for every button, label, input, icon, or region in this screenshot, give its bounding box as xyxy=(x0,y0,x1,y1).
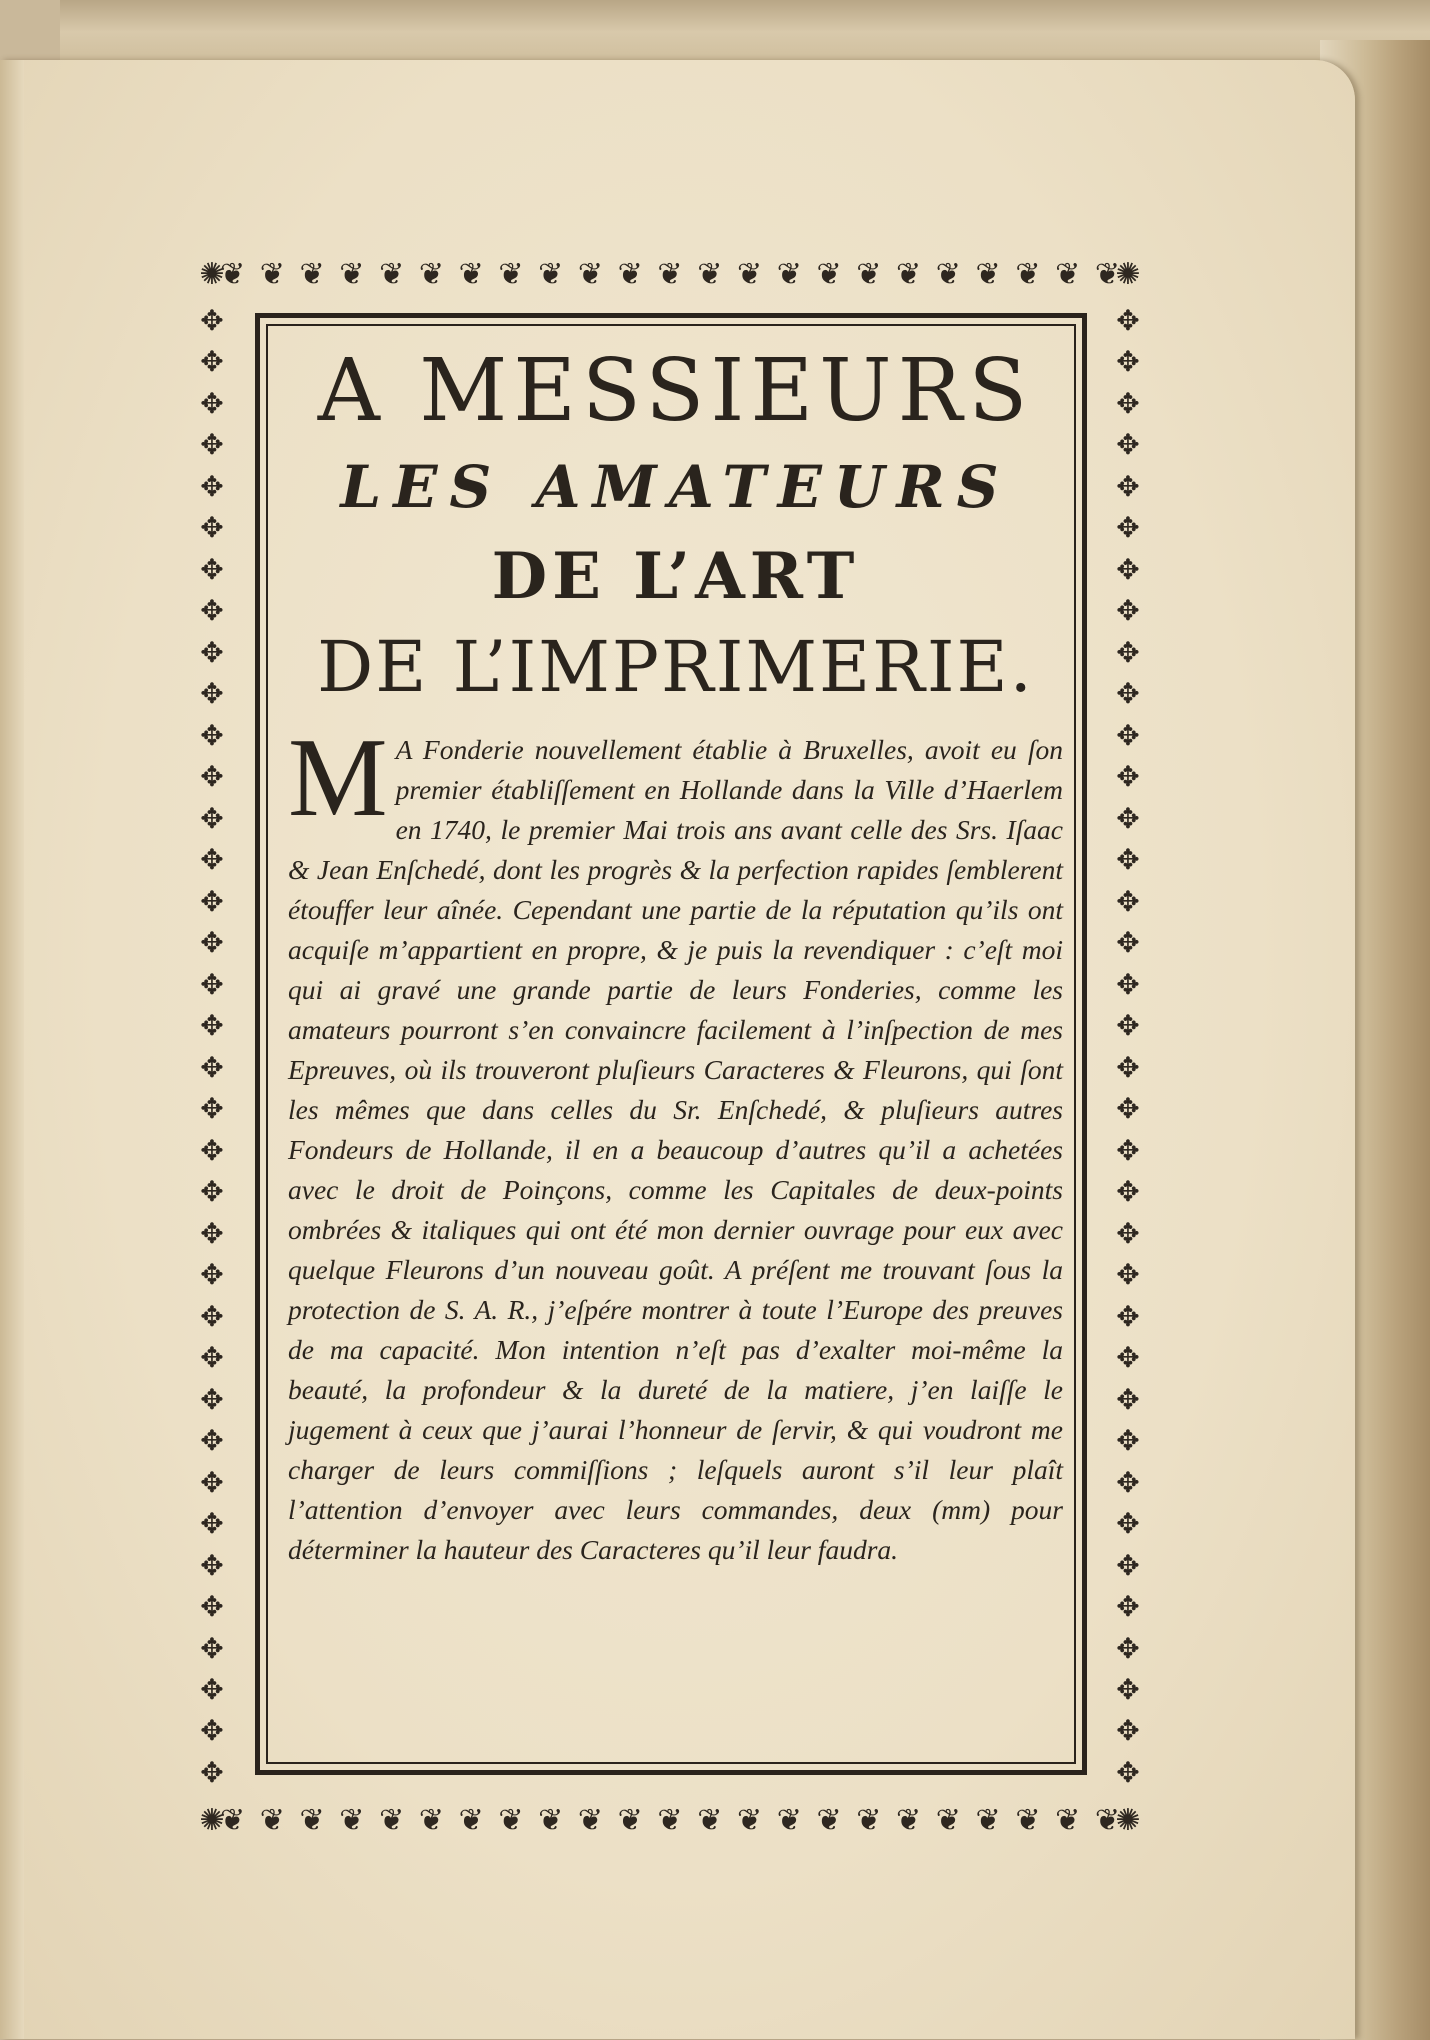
book-gutter xyxy=(0,60,24,2039)
fleuron-icon: ✥ xyxy=(200,677,224,711)
fleuron-icon: ✥ xyxy=(200,1133,224,1167)
fleuron-icon: ✥ xyxy=(1116,1382,1140,1416)
title-line-3: DE L’ART xyxy=(491,539,860,614)
fleuron-icon: ❦ xyxy=(776,1802,802,1838)
fleuron-icon: ✥ xyxy=(1116,1548,1140,1582)
drop-cap: M xyxy=(288,716,388,840)
fleuron-icon: ❦ xyxy=(498,1802,524,1838)
fleuron-icon: ✥ xyxy=(1116,926,1140,960)
fleuron-icon: ❦ xyxy=(1094,1802,1120,1838)
fleuron-icon: ❦ xyxy=(617,256,643,292)
fleuron-icon: ✥ xyxy=(1116,594,1140,628)
fleuron-icon: ❦ xyxy=(856,256,882,292)
fleuron-icon: ❦ xyxy=(617,1802,643,1838)
fleuron-icon: ✥ xyxy=(1116,1009,1140,1043)
fleuron-icon: ✥ xyxy=(1116,1133,1140,1167)
fleuron-icon: ✥ xyxy=(1116,1258,1140,1292)
fleuron-icon: ❦ xyxy=(856,1802,882,1838)
fleuron-icon: ✥ xyxy=(200,1714,224,1748)
fleuron-icon: ✥ xyxy=(1116,1672,1140,1706)
fleuron-icon: ✥ xyxy=(200,1424,224,1458)
fleuron-icon: ❦ xyxy=(697,256,723,292)
fleuron-icon: ✥ xyxy=(200,594,224,628)
fleuron-icon: ❦ xyxy=(339,1802,365,1838)
fleuron-icon: ✥ xyxy=(200,1382,224,1416)
fleuron-icon: ✥ xyxy=(1116,718,1140,752)
fleuron-icon: ✥ xyxy=(200,1507,224,1541)
fleuron-icon: ✥ xyxy=(1116,1507,1140,1541)
title-line-4: DE L’IMPRIMERIE. xyxy=(317,626,1034,708)
fleuron-icon: ❦ xyxy=(935,256,961,292)
fleuron-icon: ❦ xyxy=(1094,256,1120,292)
fleuron-icon: ❦ xyxy=(776,256,802,292)
fleuron-icon: ✥ xyxy=(1116,760,1140,794)
fleuron-icon: ✥ xyxy=(1116,1631,1140,1665)
fleuron-icon: ✥ xyxy=(1116,1175,1140,1209)
fleuron-icon: ✥ xyxy=(200,1590,224,1624)
fleuron-icon: ✥ xyxy=(1116,307,1140,337)
fleuron-icon: ✥ xyxy=(200,967,224,1001)
fleuron-icon: ❦ xyxy=(1055,1802,1081,1838)
fleuron-icon: ❦ xyxy=(975,256,1001,292)
fleuron-icon: ❦ xyxy=(418,1802,444,1838)
fleuron-icon: ✥ xyxy=(200,884,224,918)
fleuron-icon: ✥ xyxy=(1116,801,1140,835)
fleuron-icon: ❦ xyxy=(458,256,484,292)
corner-ornament-icon: ✺ xyxy=(199,1802,225,1838)
fleuron-icon: ❦ xyxy=(935,1802,961,1838)
fleuron-icon: ✥ xyxy=(1116,552,1140,586)
fleuron-icon: ✥ xyxy=(200,1216,224,1250)
fleuron-column-left xyxy=(190,307,234,1787)
fleuron-icon: ✥ xyxy=(1116,1714,1140,1748)
fleuron-icon: ✥ xyxy=(200,428,224,462)
fleuron-icon: ✥ xyxy=(200,801,224,835)
fleuron-icon: ✥ xyxy=(1116,1424,1140,1458)
fleuron-icon: ❦ xyxy=(1015,256,1041,292)
title-line-2: LES AMATEURS xyxy=(340,453,1011,521)
fleuron-icon: ✥ xyxy=(1116,1590,1140,1624)
fleuron-icon: ✥ xyxy=(1116,386,1140,420)
fleuron-icon: ❦ xyxy=(896,256,922,292)
fleuron-icon: ❦ xyxy=(299,256,325,292)
fleuron-icon: ❦ xyxy=(697,1802,723,1838)
fleuron-icon: ❦ xyxy=(1015,1802,1041,1838)
fleuron-icon: ✥ xyxy=(200,1092,224,1126)
fleuron-icon: ❦ xyxy=(975,1802,1001,1838)
fleuron-icon: ✥ xyxy=(1116,345,1140,379)
fleuron-icon: ❦ xyxy=(299,1802,325,1838)
fleuron-icon: ❦ xyxy=(339,256,365,292)
fleuron-icon: ✥ xyxy=(200,552,224,586)
fleuron-column-right xyxy=(1106,307,1150,1787)
corner-ornament-icon: ✺ xyxy=(1115,256,1141,292)
fleuron-icon: ✥ xyxy=(1116,1216,1140,1250)
fleuron-icon: ✥ xyxy=(200,1755,224,1787)
fleuron-icon: ✥ xyxy=(200,926,224,960)
fleuron-icon: ❦ xyxy=(220,1802,246,1838)
fleuron-icon: ✥ xyxy=(200,635,224,669)
fleuron-icon: ❦ xyxy=(418,256,444,292)
fleuron-icon: ❦ xyxy=(657,256,683,292)
fleuron-icon: ✥ xyxy=(200,1009,224,1043)
fleuron-icon: ❦ xyxy=(1055,256,1081,292)
body-paragraph xyxy=(288,716,1063,1570)
fleuron-icon: ✥ xyxy=(1116,1755,1140,1787)
fleuron-icon: ✥ xyxy=(200,1672,224,1706)
fleuron-row-top xyxy=(220,252,1120,296)
fleuron-icon: ✥ xyxy=(1116,428,1140,462)
fleuron-icon: ❦ xyxy=(736,1802,763,1838)
fleuron-icon: ✥ xyxy=(1116,1465,1140,1499)
fleuron-icon: ❦ xyxy=(259,256,285,292)
fleuron-icon: ✥ xyxy=(200,345,224,379)
fleuron-icon: ✥ xyxy=(1116,884,1140,918)
fleuron-icon: ✥ xyxy=(200,511,224,545)
fleuron-icon: ❦ xyxy=(458,1802,484,1838)
fleuron-icon: ❦ xyxy=(498,256,524,292)
fleuron-row-bottom xyxy=(220,1798,1120,1842)
fleuron-icon: ❦ xyxy=(816,1802,842,1838)
fleuron-icon: ❦ xyxy=(896,1802,922,1838)
fleuron-icon: ❦ xyxy=(577,256,604,292)
fleuron-icon: ❦ xyxy=(736,256,763,292)
fleuron-icon: ✥ xyxy=(1116,1341,1140,1375)
fleuron-icon: ✥ xyxy=(200,1050,224,1084)
fleuron-icon: ✥ xyxy=(200,1465,224,1499)
fleuron-icon: ✥ xyxy=(200,1341,224,1375)
fleuron-icon: ✥ xyxy=(200,386,224,420)
fleuron-icon: ❦ xyxy=(538,1802,564,1838)
fleuron-icon: ❦ xyxy=(379,1802,405,1838)
corner-ornament-icon: ✺ xyxy=(1115,1802,1141,1838)
fleuron-icon: ✥ xyxy=(1116,1299,1140,1333)
fleuron-icon: ✥ xyxy=(1116,677,1140,711)
fleuron-icon: ✥ xyxy=(200,760,224,794)
body-text: A Fonderie nouvellement établie à Bruxelles, avoit eu ſon premier établiſſement en Hollande dans la Ville d’Haerlem en 1740, le premier Mai trois ans avant celle des Srs. Iſaac & Jean Enſchedé, dont les progrès & la perfection rapides ſemblerent étouffer leur aînée. Cependant une partie de la réputation qu’ils ont acquiſe m’appartient en propre, & je puis la revendiquer : c’eſt moi qui ai gravé une grande partie de leurs Fonderies, comme les amateurs pourront s’en convaincre facilement à l’inſpection de mes Epreuves, où ils trouveront pluſieurs Caracteres & Fleurons, qui ſont les mêmes que dans celles du Sr. Enſchedé, & pluſieurs autres Fondeurs de Hollande, il en a beaucoup d’autres qu’il a achetées avec le droit de Poinçons, comme les Capitales de deux-points ombrées & italiques qui ont été mon dernier ouvrage pour eux avec quelque Fleurons d’un nouveau goût. A préſent me trouvant ſous la protection de S. A. R., j’eſpére montrer à toute l’Europe des preuves de ma capacité. Mon intention n’eſt pas d’exalter moi-même la beauté, la profondeur & la dureté de la matiere, j’en laiſſe le jugement à ceux que j’aurai l’honneur de ſervir, & qui voudront me charger de leurs commiſſions ; leſquels auront s’il leur plaît l’attention d’envoyer avec leurs commandes, deux (mm) pour déterminer la hauteur des Caracteres qu’il leur faudra. xyxy=(288,734,1063,1565)
fleuron-icon: ✥ xyxy=(200,718,224,752)
page-content xyxy=(288,340,1063,1570)
fleuron-icon: ✥ xyxy=(200,1175,224,1209)
fleuron-icon: ❦ xyxy=(538,256,564,292)
fleuron-icon: ✥ xyxy=(1116,843,1140,877)
fleuron-icon: ✥ xyxy=(1116,1092,1140,1126)
fleuron-icon: ❦ xyxy=(259,1802,285,1838)
fleuron-icon: ✥ xyxy=(200,1258,224,1292)
fleuron-icon: ✥ xyxy=(200,1299,224,1333)
corner-ornament-icon: ✺ xyxy=(199,256,225,292)
fleuron-icon: ❦ xyxy=(577,1802,604,1838)
fleuron-icon: ✥ xyxy=(1116,469,1140,503)
fleuron-icon: ✥ xyxy=(1116,1050,1140,1084)
fleuron-icon: ❦ xyxy=(657,1802,683,1838)
fleuron-icon: ❦ xyxy=(220,256,246,292)
fleuron-icon: ✥ xyxy=(200,843,224,877)
fleuron-icon: ✥ xyxy=(1116,511,1140,545)
fleuron-icon: ❦ xyxy=(816,256,842,292)
fleuron-icon: ✥ xyxy=(1116,967,1140,1001)
fleuron-icon: ✥ xyxy=(200,307,224,337)
fleuron-icon: ✥ xyxy=(1116,635,1140,669)
fleuron-icon: ✥ xyxy=(200,1631,224,1665)
fleuron-icon: ❦ xyxy=(379,256,405,292)
title-line-1: A MESSIEURS xyxy=(317,341,1034,441)
fleuron-icon: ✥ xyxy=(200,1548,224,1582)
fleuron-icon: ✥ xyxy=(200,469,224,503)
